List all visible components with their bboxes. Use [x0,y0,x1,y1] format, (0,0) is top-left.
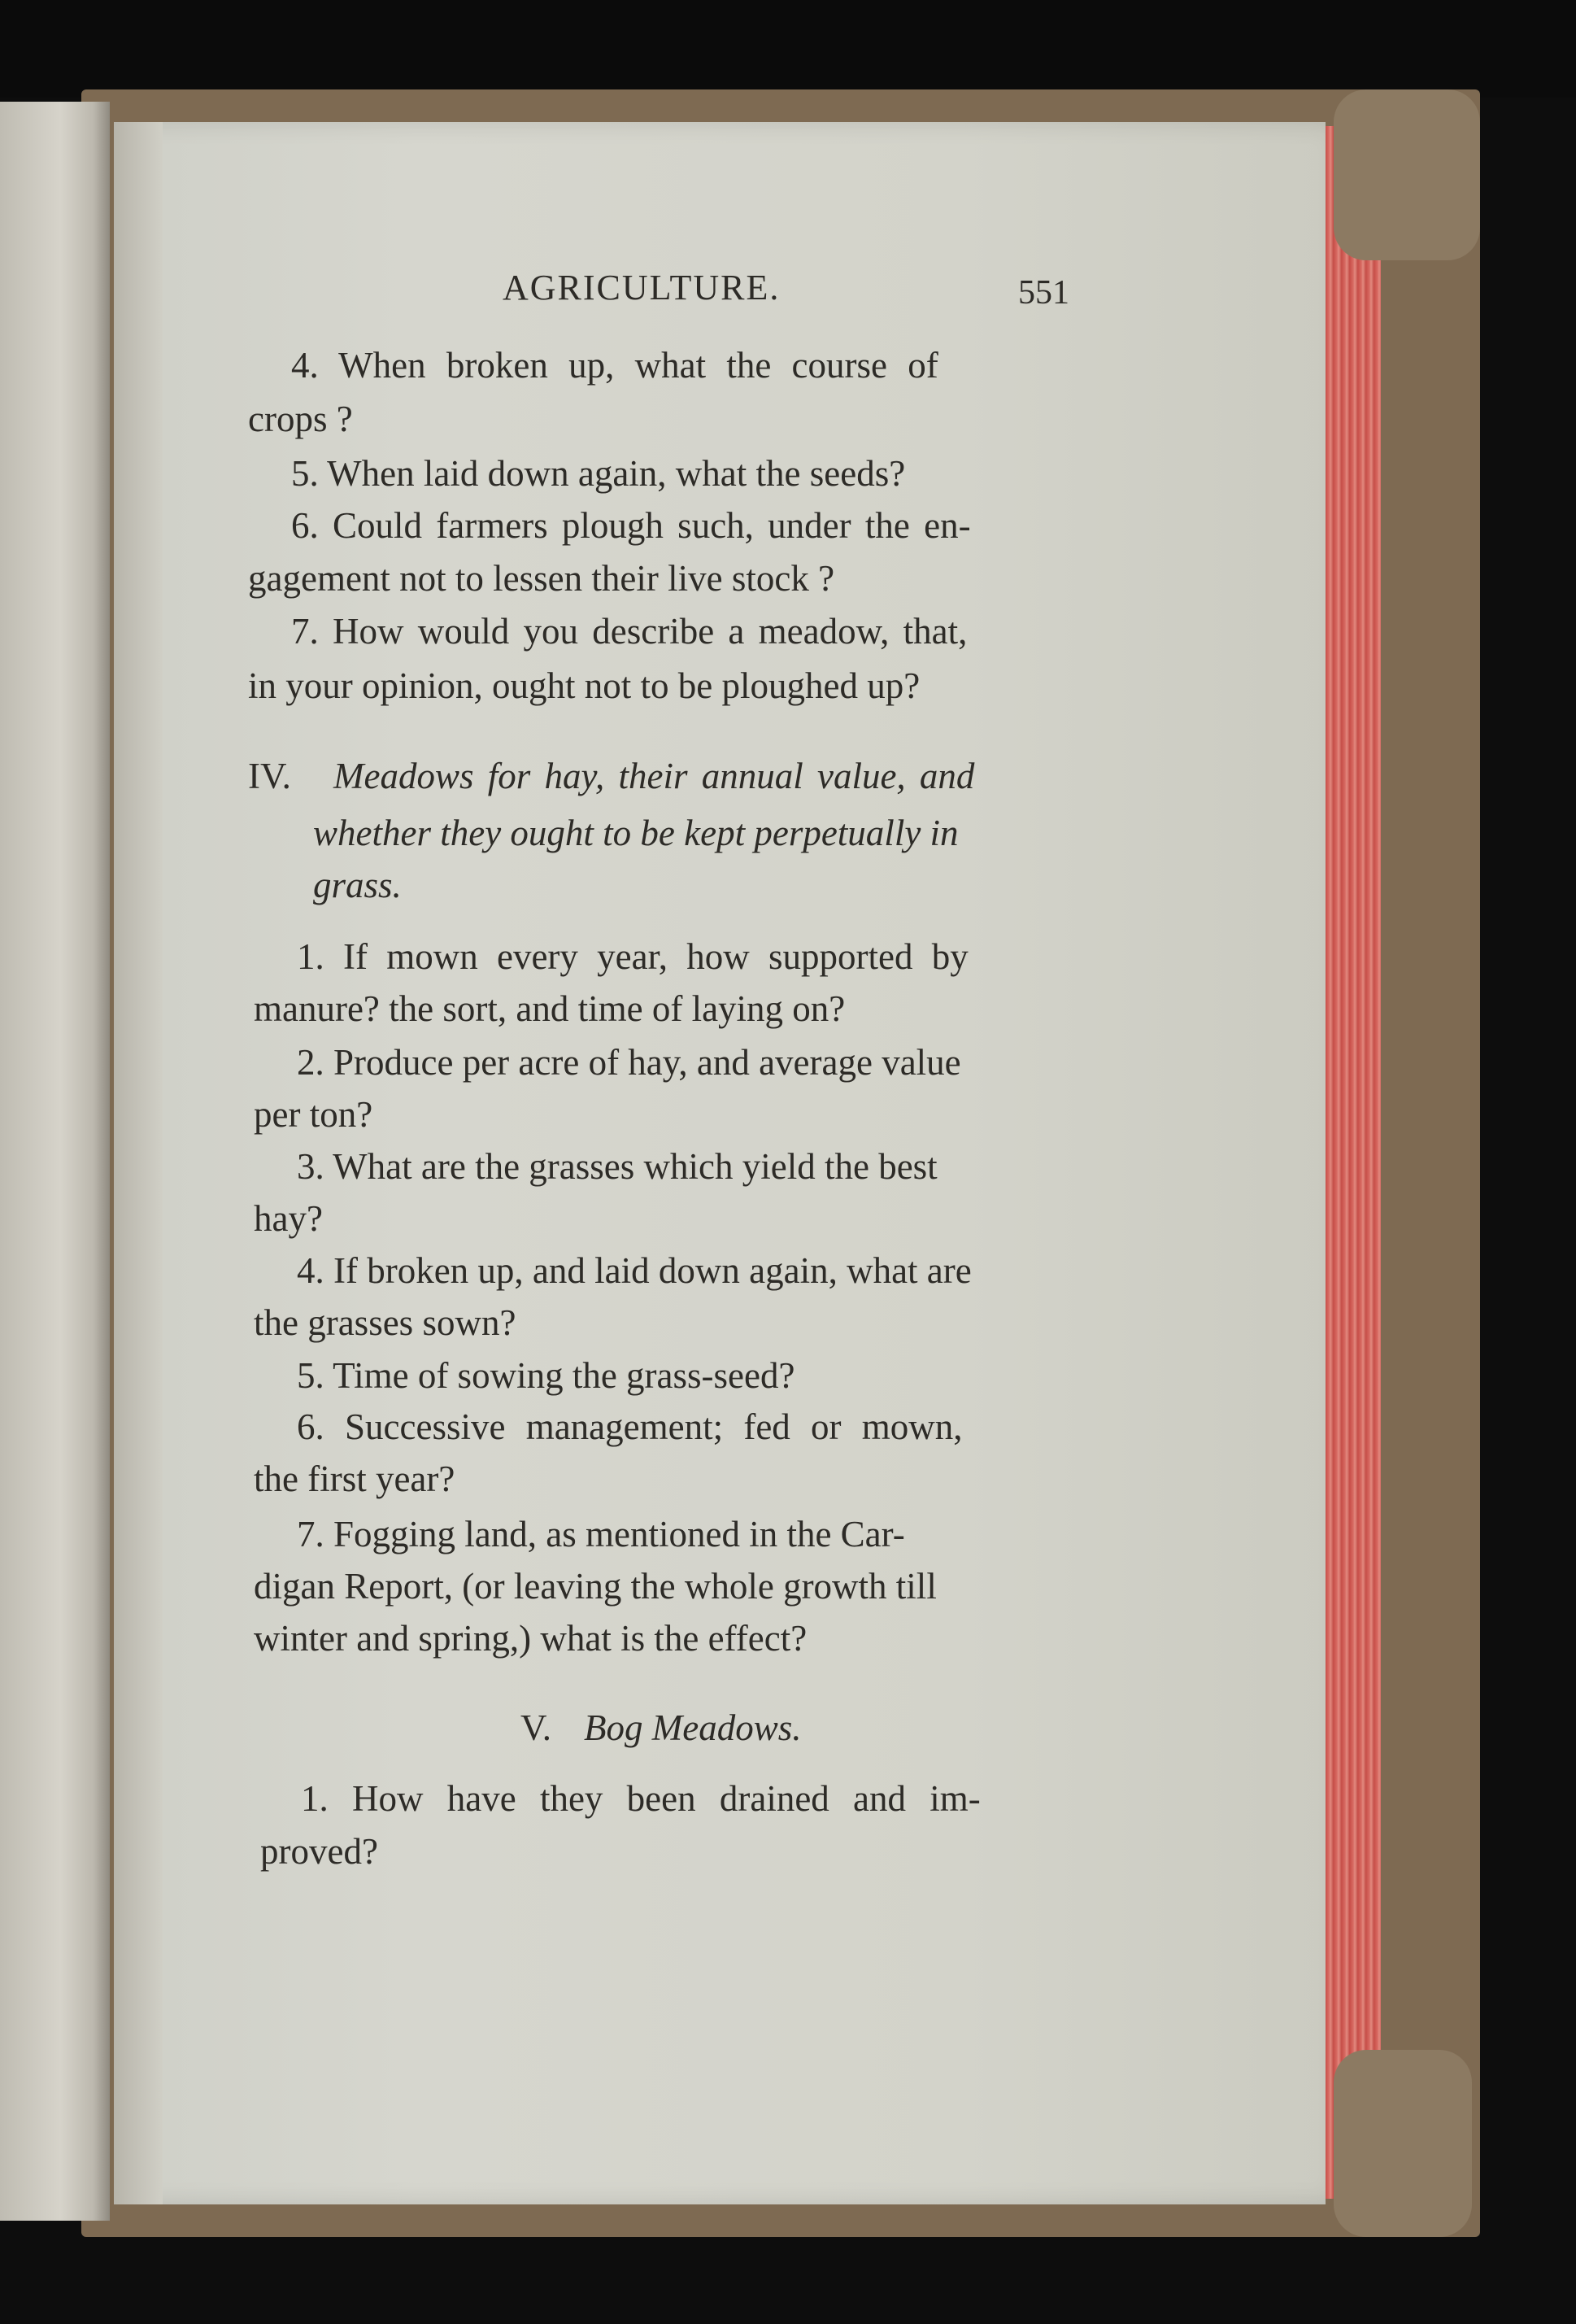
text-line: 6. Successive management; fed or mown, [297,1406,963,1447]
text-line: 5. When laid down again, what the seeds? [291,453,906,494]
section-numeral: V. [520,1707,551,1748]
text-line: the first year? [254,1458,455,1499]
worn-corner-bottom [1334,2050,1472,2237]
background-top [0,0,1576,98]
red-page-edges [1326,126,1381,2199]
text-line: crops ? [248,399,353,439]
text-line: 2. Produce per acre of hay, and average value [297,1042,961,1083]
text-line: 7. Fogging land, as mentioned in the Car- [297,1514,905,1554]
text-line: digan Report, (or leaving the whole growth till [254,1566,937,1607]
text-line: hay? [254,1198,323,1239]
page-number: 551 [1018,274,1069,312]
text-line: manure? the sort, and time of laying on? [254,988,846,1029]
text-line: in your opinion, ought not to be ploughed up? [248,665,921,706]
text-line: 3. What are the grasses which yield the best [297,1146,938,1187]
page-gutter [114,122,163,2204]
text-line: 1. How have they been drained and im- [301,1778,981,1819]
text-line: 4. If broken up, and laid down again, what are [297,1250,972,1291]
text-line: winter and spring,) what is the effect? [254,1618,808,1659]
worn-corner-top [1334,89,1480,260]
text-line: 4. When broken up, what the course of [291,345,938,386]
text-line: per ton? [254,1094,373,1135]
section-heading: grass. [313,865,402,905]
running-header: AGRICULTURE. [503,268,781,307]
text-line: gagement not to lessen their live stock ? [248,558,835,599]
left-page-edge [0,102,110,2221]
text-line: 6. Could farmers plough such, under the en- [291,505,971,546]
text-line: 1. If mown every year, how supported by [297,936,969,977]
text-line: the grasses sown? [254,1302,516,1343]
text-line: 5. Time of sowing the grass-seed? [297,1355,795,1396]
section-heading: Bog Meadows. [584,1707,802,1748]
section-numeral: IV. [248,756,291,796]
text-line: proved? [260,1831,378,1872]
section-heading: Meadows for hay, their annual value, and [333,756,975,796]
text-line: 7. How would you describe a meadow, that, [291,611,968,652]
section-heading: whether they ought to be kept perpetually in [313,813,959,853]
